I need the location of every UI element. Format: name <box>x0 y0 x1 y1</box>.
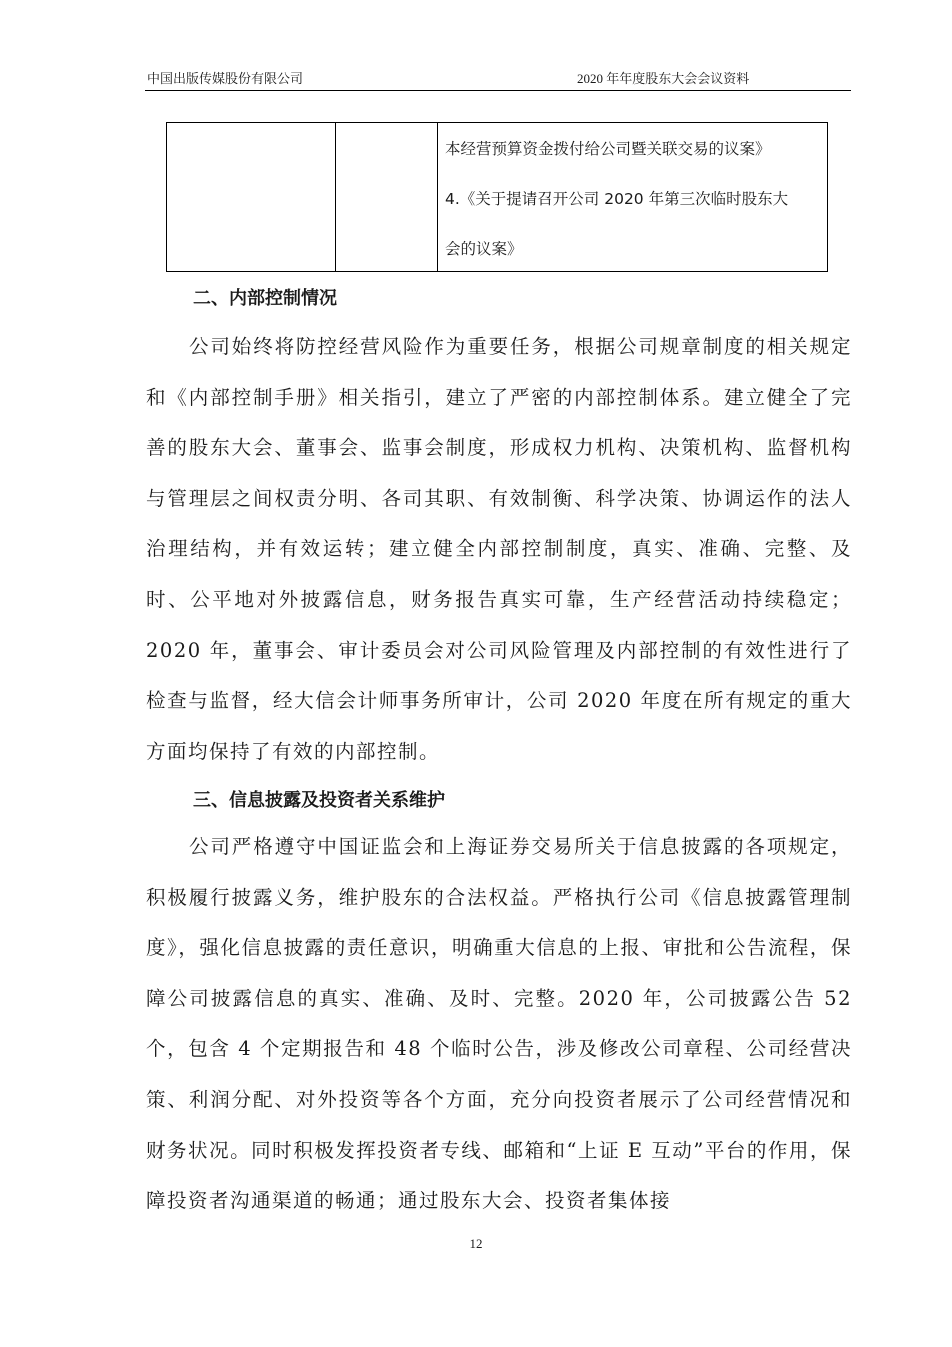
section-heading-disclosure: 三、信息披露及投资者关系维护 <box>193 790 445 811</box>
table-column-divider <box>335 123 336 271</box>
section-heading-internal-control: 二、内部控制情况 <box>193 288 337 309</box>
table-cell-line: 会的议案》 <box>445 240 523 258</box>
resolution-table <box>166 122 828 272</box>
table-cell-line: 4.《关于提请召开公司 2020 年第三次临时股东大 <box>445 190 789 208</box>
section-body-internal-control: 公司始终将防控经营风险作为重要任务，根据公司规章制度的相关规定和《内部控制手册》相关指引，建立了严密的内部控制体系。建立健全了完善的股东大会、董事会、监事会制度，形成权力机构、决策机构、监督机构与管理层之间权责分明、各司其职、有效制衡、科学决策、协调运作的法人治理结构，并有效运转；建立健全内部控制制度，真实、准确、完整、及时、公平地对外披露信息，财务报告真实可靠，生产经营活动持续稳定；2020 年，董事会、审计委员会对公司风险管理及内部控制的有效性进行了检查与监督，经大信会计师事务所审计，公司 2020 年度在所有规定的重大方面均保持了有效的内部控制。 <box>146 335 852 763</box>
header-company: 中国出版传媒股份有限公司 <box>147 71 304 86</box>
section-body-disclosure: 公司严格遵守中国证监会和上海证券交易所关于信息披露的各项规定，积极履行披露义务，维护股东的合法权益。严格执行公司《信息披露管理制度》，强化信息披露的责任意识，明确重大信息的上报、审批和公告流程，保障公司披露信息的真实、准确、及时、完整。2020 年，公司披露公告 52 个，包含 4 个定期报告和 48 个临时公告，涉及修改公司章程、公司经营决策、利润分配、对外投资等各个方面，充分向投资者展示了公司经营情况和财务状况。同时积极发挥投资者专线、邮箱和“上证 E 互动”平台的作用，保障投资者沟通渠道的畅通；通过股东大会、投资者集体接 <box>146 835 852 1213</box>
table-column-divider <box>437 123 438 271</box>
header-divider <box>145 90 851 91</box>
header-doc-title: 2020 年年度股东大会会议资料 <box>577 71 750 86</box>
page-number: 12 <box>469 1236 483 1251</box>
table-cell-line: 本经营预算资金拨付给公司暨关联交易的议案》 <box>445 140 771 158</box>
